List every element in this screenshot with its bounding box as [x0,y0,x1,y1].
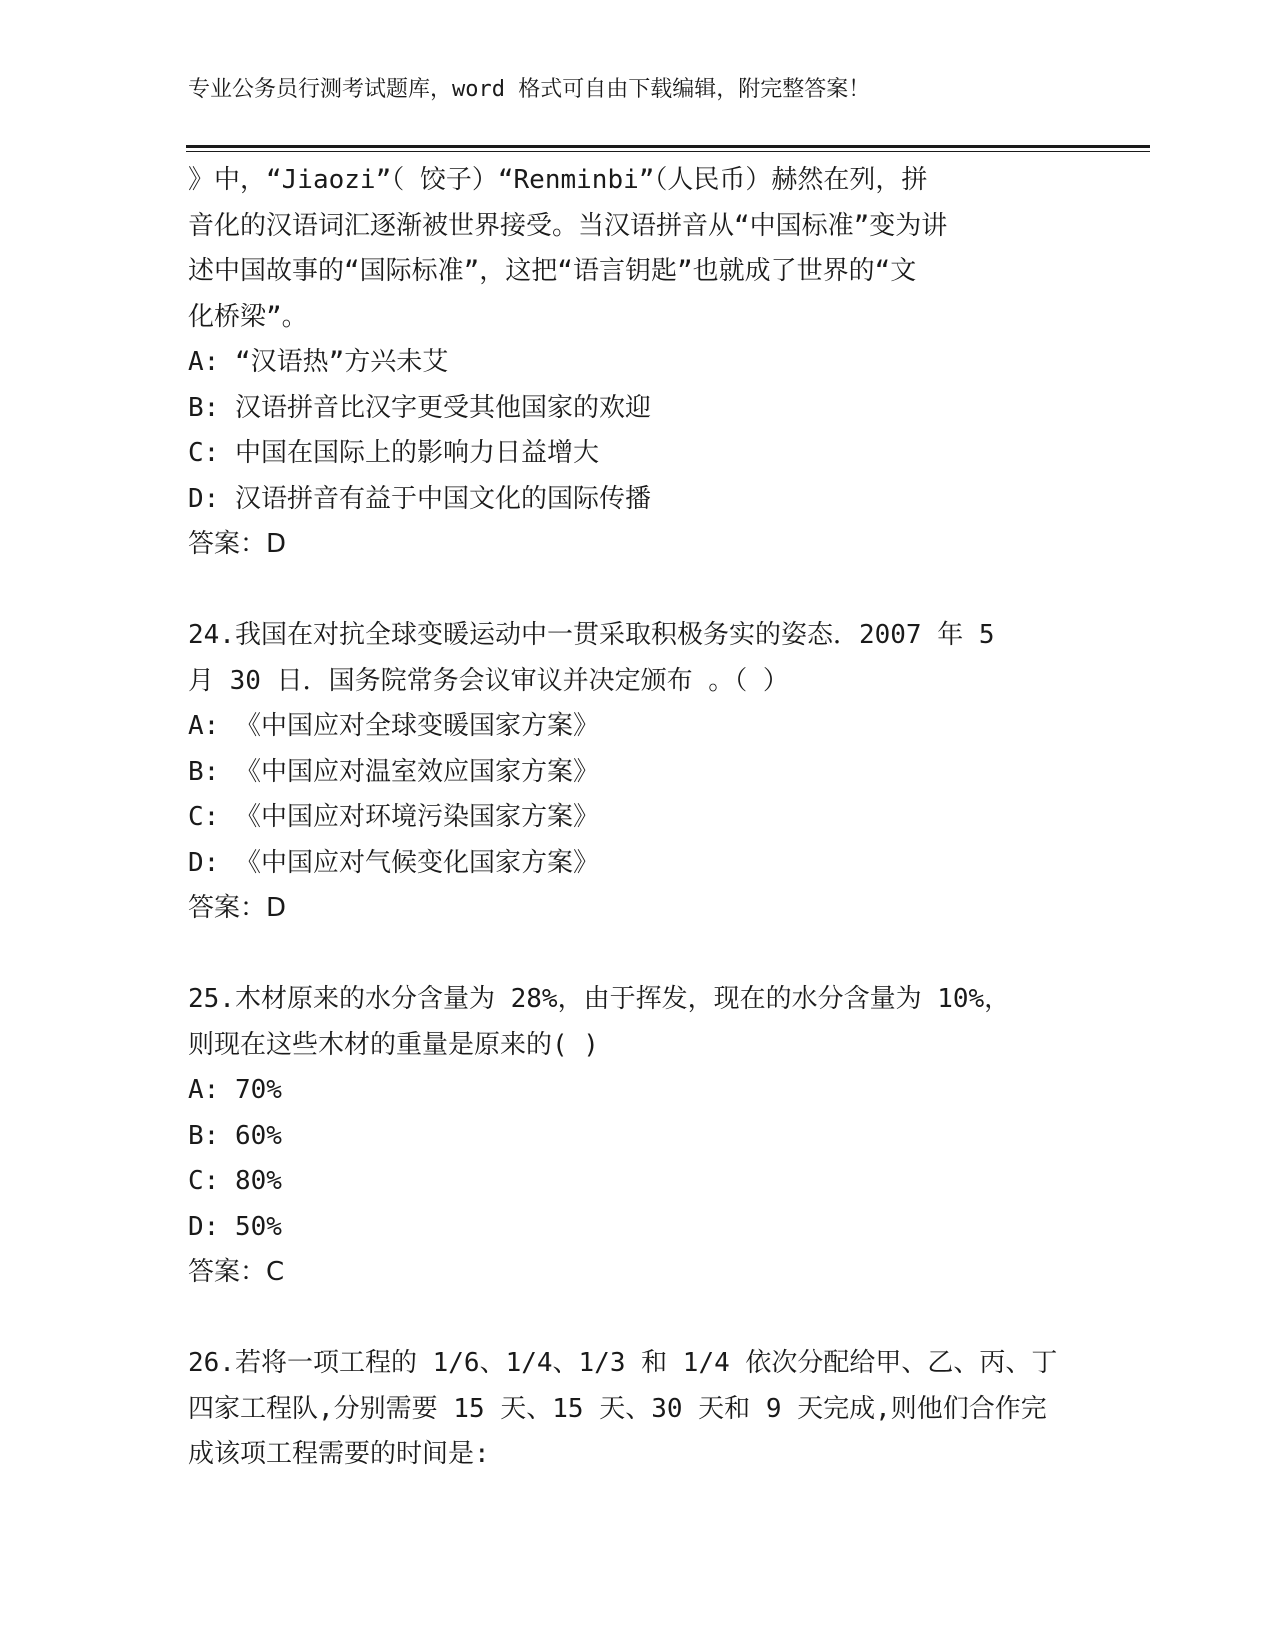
option-c: C: 中国在国际上的影响力日益增大 [188,438,599,468]
question-stem-line: 25.木材原来的水分含量为 28%，由于挥发，现在的水分含量为 10%， [188,984,1011,1014]
header-rule-thick [186,145,1150,148]
option-d: D: 50% [188,1211,282,1242]
question-24 [188,613,1088,932]
question-stem-line: 述中国故事的“国际标准”，这把“语言钥匙”也就成了世界的“文 [188,256,917,286]
page-header: 专业公务员行测考试题库，word 格式可自由下载编辑，附完整答案！ [188,77,871,102]
question-25 [188,977,1088,1296]
answer-line: 答案：D [188,529,287,559]
option-c: C: 《中国应对环境污染国家方案》 [188,802,599,832]
question-stem-line: 26.若将一项工程的 1/6、1/4、1/3 和 1/4 依次分配给甲、乙、丙、丁 [188,1348,1058,1378]
option-b: B: 《中国应对温室效应国家方案》 [188,756,599,787]
question-26 [188,1341,1088,1478]
question-stem-line: 》中，“Jiaozi”（ 饺子）“Renminbi”（人民币）赫然在列，拼 [188,165,928,195]
answer-line: 答案：C [188,1257,285,1287]
question-stem-line: 24.我国在对抗全球变暖运动中一贯采取积极务实的姿态．2007 年 5 [188,620,995,650]
spacer [188,1296,1088,1342]
option-a: A: 《中国应对全球变暖国家方案》 [188,711,599,741]
spacer [188,568,1088,614]
spacer [188,932,1088,978]
question-stem-line: 化桥梁”。 [188,301,308,332]
option-a: A: 70% [188,1075,282,1105]
option-d: D: 《中国应对气候变化国家方案》 [188,847,599,878]
option-a: A: “汉语热”方兴未艾 [188,347,449,377]
question-23 [188,158,1088,568]
option-d: D: 汉语拼音有益于中国文化的国际传播 [188,483,651,514]
option-b: B: 汉语拼音比汉字更受其他国家的欢迎 [188,392,651,423]
question-stem-line: 则现在这些木材的重量是原来的( ) [188,1029,599,1060]
header-rule-thin [186,151,1150,152]
document-body [188,158,1088,1478]
question-stem-line: 成该项工程需要的时间是: [188,1439,490,1469]
question-stem-line: 月 30 日．国务院常务会议审议并决定颁布 。（ ） [188,665,789,696]
option-c: C: 80% [188,1166,282,1196]
question-stem-line: 音化的汉语词汇逐渐被世界接受。当汉语拼音从“中国标准”变为讲 [188,210,948,241]
answer-line: 答案：D [188,893,287,923]
option-b: B: 60% [188,1120,282,1151]
question-stem-line: 四家工程队,分别需要 15 天、15 天、30 天和 9 天完成,则他们合作完 [188,1393,1047,1424]
